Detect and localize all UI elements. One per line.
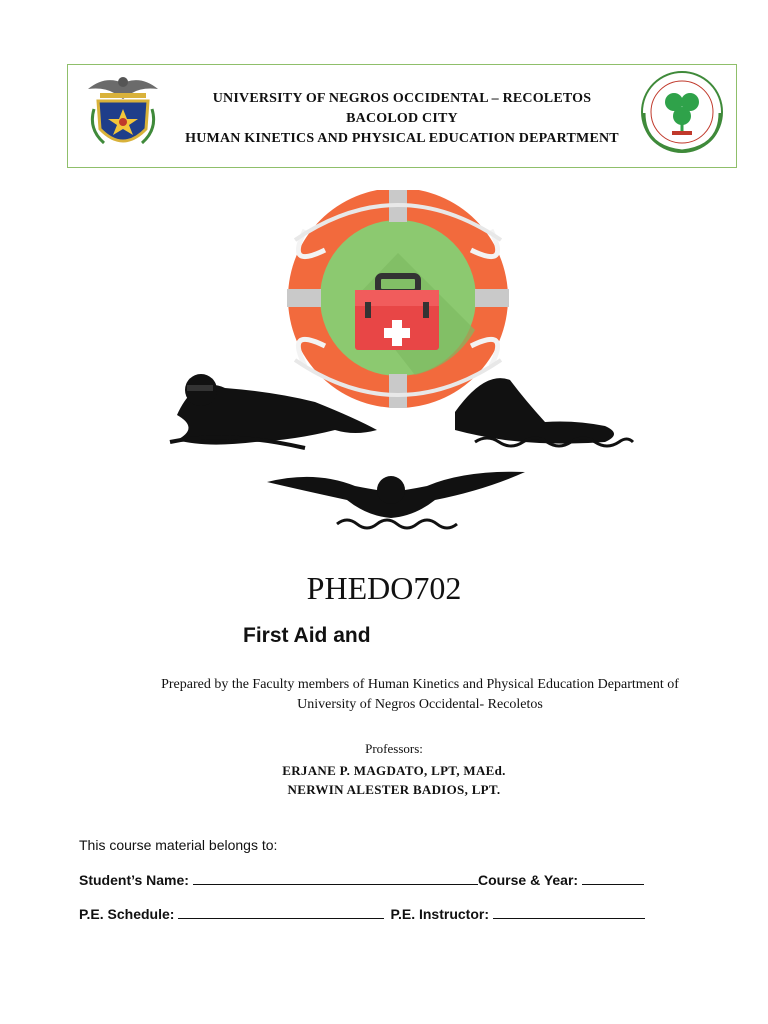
prepared-by [120,675,720,715]
professor-name: NERWIN ALESTER BADIOS, LPT. [287,782,501,797]
lifebuoy-first-aid-swimmers-icon [165,190,635,535]
schedule-label: P.E. Schedule: [79,906,175,922]
course-title: First Aid and [243,624,371,647]
student-name-label: Student’s Name: [79,872,189,888]
belongs-label: This course material belongs to: [79,837,278,853]
schedule-field[interactable] [178,904,384,919]
university-name: UNIVERSITY OF NEGROS OCCIDENTAL – RECOLETOS [212,91,592,106]
schedule-row [79,904,645,922]
header-box [67,64,737,168]
student-name-field[interactable] [193,870,478,885]
instructor-label: P.E. Instructor: [390,906,489,922]
department-name: HUMAN KINETICS AND PHYSICAL EDUCATION DEPARTMENT [185,131,619,146]
city-name: BACOLOD CITY [346,111,458,126]
course-year-label: Course & Year: [477,872,579,888]
prepared-line-1: Prepared by the Faculty members of Human Kinetics and Physical Education Department of [161,677,679,692]
prepared-line-2: University of Negros Occidental- Recoletos [297,697,543,712]
professor-name: ERJANE P. MAGDATO, LPT, MAEd. [282,763,506,778]
professors-label: Professors: [365,741,423,756]
shamrock-seal-icon [638,69,726,155]
student-row [79,870,644,888]
course-year-field[interactable] [582,870,644,885]
instructor-field[interactable] [493,904,645,919]
course-code: PHEDO702 [306,570,462,606]
